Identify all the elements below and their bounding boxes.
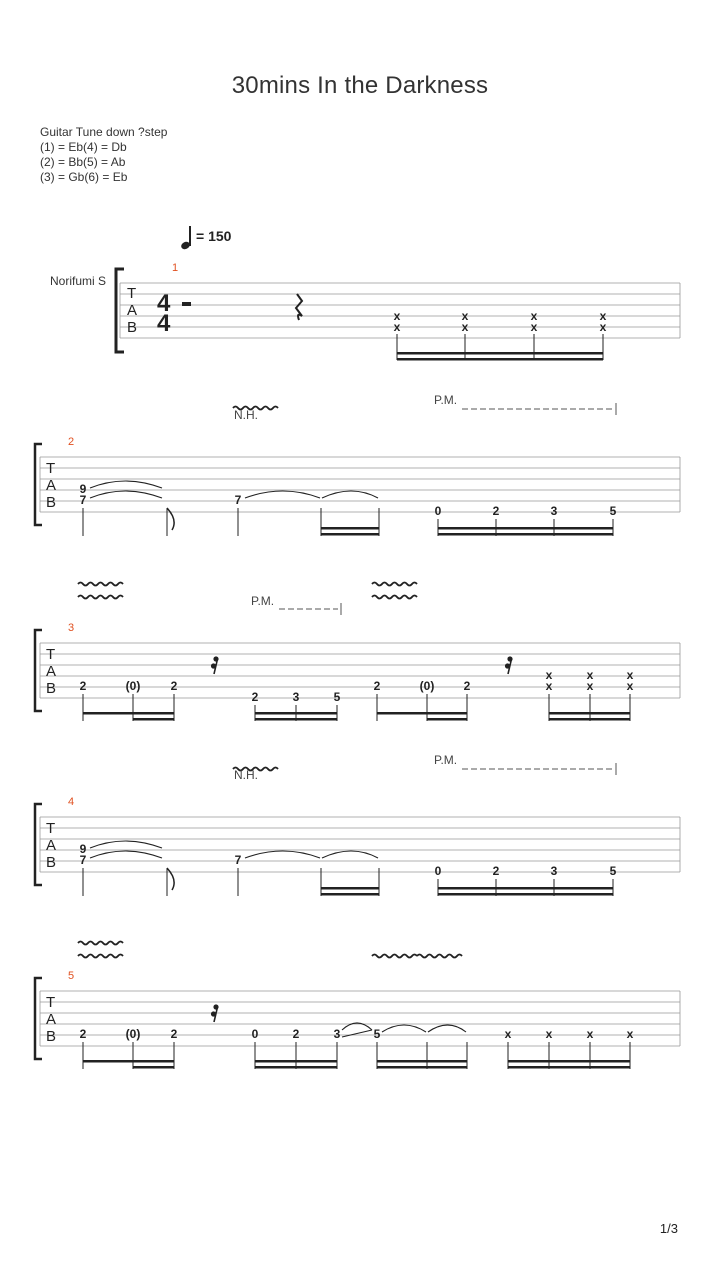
fret-number: 7 [79,493,87,507]
time-signature-numerator: 4 [157,290,171,317]
fret-number: 2 [292,1027,300,1041]
fret-number: 0 [251,1027,259,1041]
system-3 [35,583,680,722]
dead-note: x [586,1027,594,1041]
fret-number: 2 [79,679,87,693]
fret-number: 2 [492,504,500,518]
dead-note: x [461,320,469,334]
natural-harmonic-label: N.H. [234,768,258,782]
fret-number: 5 [373,1027,381,1041]
svg-text:A: A [127,302,138,319]
dead-note: x [530,309,538,323]
fret-number: 7 [234,853,242,867]
measure-number: 1 [172,262,179,274]
measure-number: 3 [68,622,75,634]
dead-note: x [461,309,469,323]
svg-text:T: T [46,820,56,837]
fret-number: 7 [79,853,87,867]
dead-note: x [586,668,594,682]
svg-text:B: B [127,319,138,336]
svg-text:T: T [127,285,137,302]
measure-number: 4 [68,796,75,808]
dead-note: x [626,668,634,682]
fret-number: 2 [170,1027,178,1041]
dead-note: x [393,320,401,334]
fret-number: 0 [434,504,442,518]
system-1 [116,262,680,361]
palm-mute-label: P.M. [434,393,458,407]
palm-mute-label: P.M. [434,753,458,767]
svg-text:B: B [46,494,57,511]
fret-number: 3 [292,690,300,704]
svg-text:B: B [46,680,57,697]
dead-note: x [504,1027,512,1041]
slide-line [342,1030,372,1037]
fret-number: (0) [125,1027,141,1041]
instrument-name: Norifumi S [50,274,107,288]
palm-mute-label: P.M. [251,594,275,608]
svg-text:T: T [46,994,56,1011]
system-4 [35,753,680,896]
fret-number: 5 [609,504,617,518]
fret-number: 9 [79,482,87,496]
page-number: 1/3 [659,1221,678,1236]
tuning-line: (2) = Bb(5) = Ab [40,155,126,169]
system-5 [35,942,680,1070]
fret-number: 2 [251,690,259,704]
fret-number: 2 [170,679,178,693]
dead-note: x [626,1027,634,1041]
dead-note: x [545,679,553,693]
dead-note: x [545,668,553,682]
svg-text:T: T [46,460,56,477]
dead-note: x [626,679,634,693]
dead-note: x [393,309,401,323]
dead-note: x [530,320,538,334]
svg-text:T: T [46,646,56,663]
svg-text:B: B [46,854,57,871]
fret-number: 0 [434,864,442,878]
fret-number: 2 [463,679,471,693]
natural-harmonic-label: N.H. [234,408,258,422]
dead-note: x [599,320,607,334]
svg-text:A: A [46,663,57,680]
fret-number: 2 [79,1027,87,1041]
fret-number: 2 [373,679,381,693]
svg-text:A: A [46,837,57,854]
tempo-value: = 150 [196,228,232,244]
fret-number: 5 [609,864,617,878]
fret-number: 5 [333,690,341,704]
tuning-line: (1) = Eb(4) = Db [40,140,127,154]
song-title: 30mins In the Darkness [231,72,489,99]
measure-number: 2 [68,436,75,448]
fret-number: (0) [419,679,435,693]
svg-text:A: A [46,477,57,494]
time-signature-denominator: 4 [157,310,171,337]
fret-number: 3 [550,504,558,518]
fret-number: 3 [333,1027,341,1041]
svg-text:A: A [46,1011,57,1028]
measure-number: 5 [68,970,75,982]
fret-number: 7 [234,493,242,507]
fret-number: 2 [492,864,500,878]
dead-note: x [599,309,607,323]
fret-number: (0) [125,679,141,693]
half-rest [182,302,191,306]
fret-number: 9 [79,842,87,856]
system-2 [35,393,680,536]
fret-number: 3 [550,864,558,878]
dead-note: x [586,679,594,693]
tuning-header: Guitar Tune down ?step [40,125,168,139]
tuning-line: (3) = Gb(6) = Eb [40,170,128,184]
svg-text:B: B [46,1028,57,1045]
dead-note: x [545,1027,553,1041]
